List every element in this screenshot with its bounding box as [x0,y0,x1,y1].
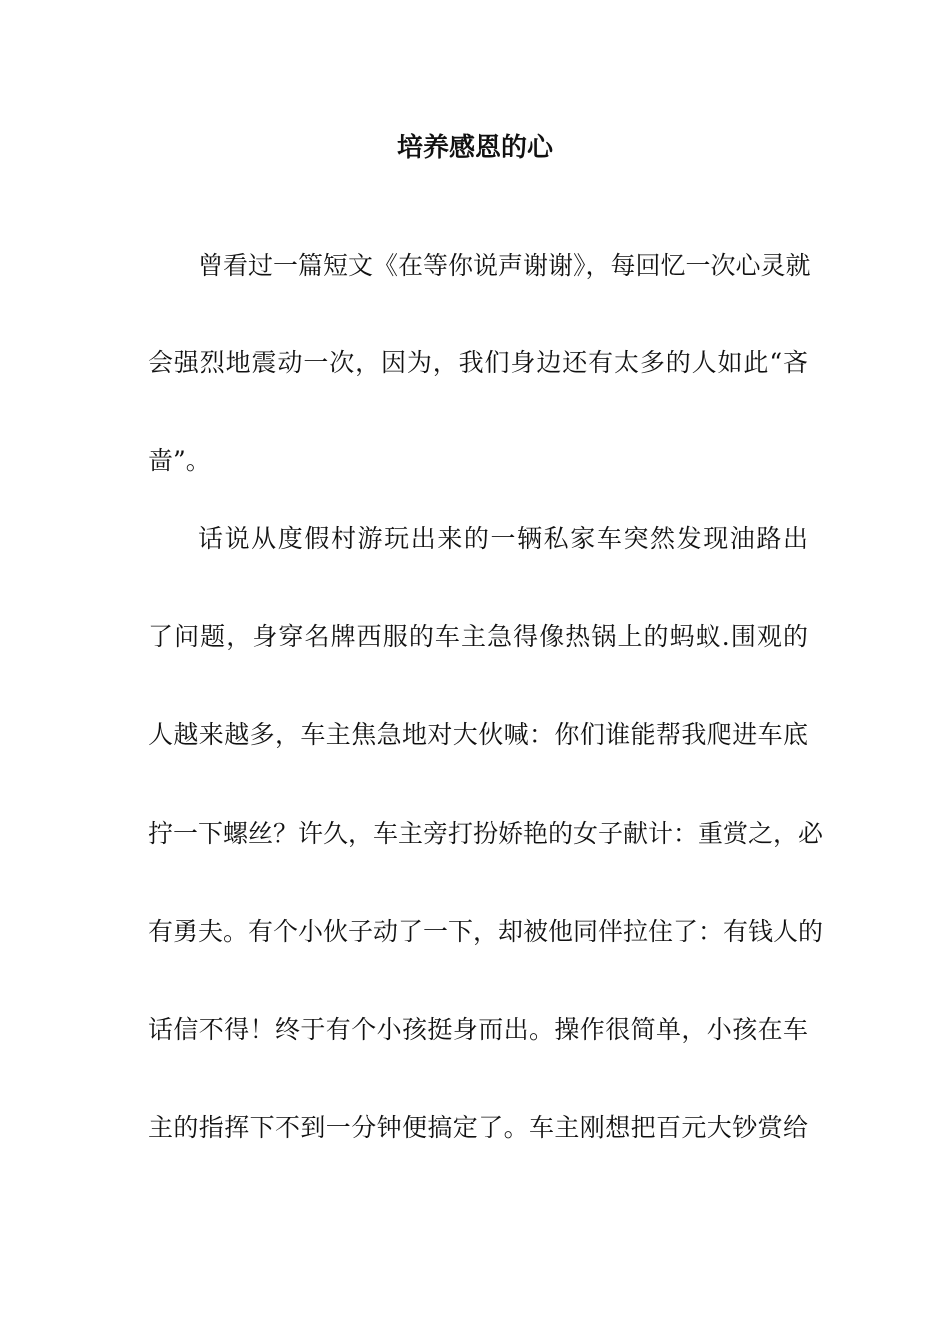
paragraph-line: 有勇夫。有个小伙子动了一下，却被他同伴拉住了：有钱人的 [148,917,824,946]
paragraph-line: 人越来越多，车主焦急地对大伙喊：你们谁能帮我爬进车底 [148,720,808,749]
paragraph-line: 会强烈地震动一次，因为，我们身边还有太多的人如此“吝 [148,348,808,377]
paragraph-line: 拧一下螺丝？许久，车主旁打扮娇艳的女子献计：重赏之，必 [148,819,824,848]
paragraph-line: 了问题，身穿名牌西服的车主急得像热锅上的蚂蚁.围观的 [148,622,808,651]
document-title: 培养感恩的心 [396,133,553,163]
paragraph-line: 曾看过一篇短文《在等你说声谢谢》，每回忆一次心灵就 [198,251,811,280]
paragraph-line: 话信不得！终于有个小孩挺身而出。操作很简单，小孩在车 [148,1015,808,1044]
paragraph-line: 话说从度假村游玩出来的一辆私家车突然发现油路出 [198,524,808,553]
paragraph-line: 主的指挥下不到一分钟便搞定了。车主刚想把百元大钞赏给 [148,1113,808,1142]
paragraph-line: 啬”。 [148,446,211,475]
